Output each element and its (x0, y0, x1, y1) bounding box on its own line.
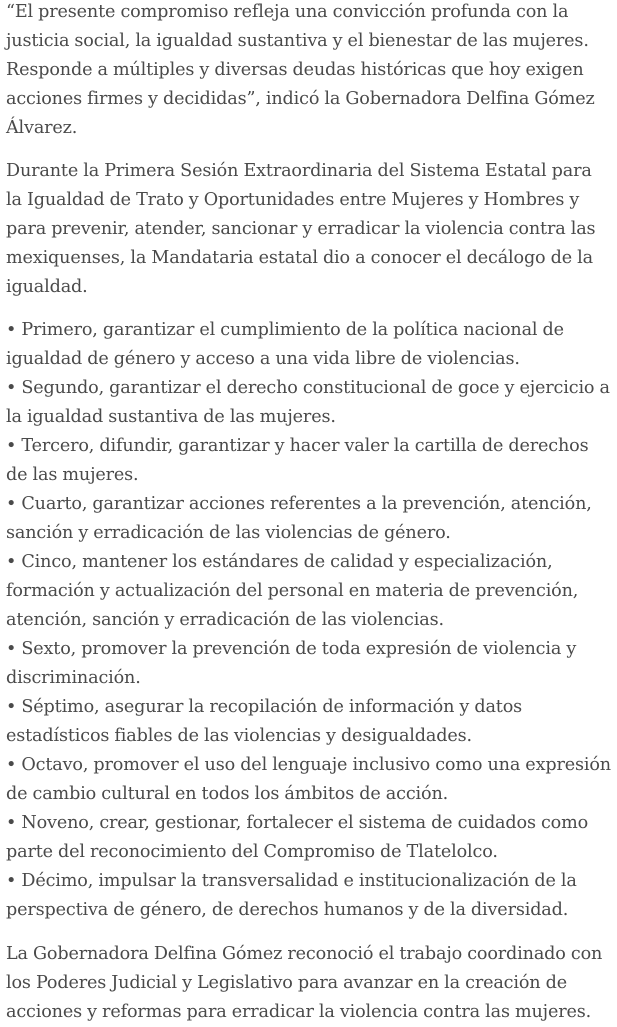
decalogue-item-1: • Primero, garantizar el cumplimiento de la política nacional de igualdad de género y acceso a una vida libre de violencias. (6, 320, 564, 369)
decalogue-item-6: • Sexto, promover la prevención de toda expresión de violencia y discriminación. (6, 639, 577, 688)
decalogue-item-9: • Noveno, crear, gestionar, fortalecer el sistema de cuidados como parte del reconocimiento del Compromiso de Tlatelolco. (6, 813, 589, 862)
decalogue-item-5: • Cinco, mantener los estándares de calidad y especialización, formación y actualización del personal en materia de prevención, atención, sanción y erradicación de las violencias. (6, 552, 579, 630)
decalogue-item-3: • Tercero, difundir, garantizar y hacer valer la cartilla de derechos de las mujeres. (6, 436, 589, 485)
decalogue-item-4: • Cuarto, garantizar acciones referentes a la prevención, atención, sanción y erradicación de las violencias de género. (6, 494, 592, 543)
decalogue-item-7: • Séptimo, asegurar la recopilación de información y datos estadísticos fiables de las violencias y desigualdades. (6, 697, 523, 746)
decalogue-item-2: • Segundo, garantizar el derecho constitucional de goce y ejercicio a la igualdad sustantiva de las mujeres. (6, 378, 610, 427)
closing-paragraph: La Gobernadora Delfina Gómez reconoció el trabajo coordinado con los Poderes Judicial y Legislativo para avanzar en la creación de acciones y reformas para erradicar la violencia contra las mujeres. (6, 944, 603, 1022)
quote-paragraph: “El presente compromiso refleja una convicción profunda con la justicia social, la igualdad sustantiva y el bienestar de las mujeres. Responde a múltiples y diversas deudas históricas que hoy exigen acciones firmes y decididas”, indicó la Gobernadora Delfina Gómez Álvarez. (6, 2, 595, 138)
decalogue-item-10: • Décimo, impulsar la transversalidad e institucionalización de la perspectiva de género, de derechos humanos y de la diversidad. (6, 871, 577, 920)
intro-paragraph: Durante la Primera Sesión Extraordinaria del Sistema Estatal para la Igualdad de Trato y Oportunidades entre Mujeres y Hombres y para prevenir, atender, sancionar y erradicar la violencia contra las mexiquenses, la Mandataria estatal dio a conocer el decálogo de la igualdad. (6, 161, 596, 297)
decalogue-list (6, 316, 611, 925)
decalogue-item-8: • Octavo, promover el uso del lenguaje inclusivo como una expresión de cambio cultural en todos los ámbitos de acción. (6, 755, 611, 804)
